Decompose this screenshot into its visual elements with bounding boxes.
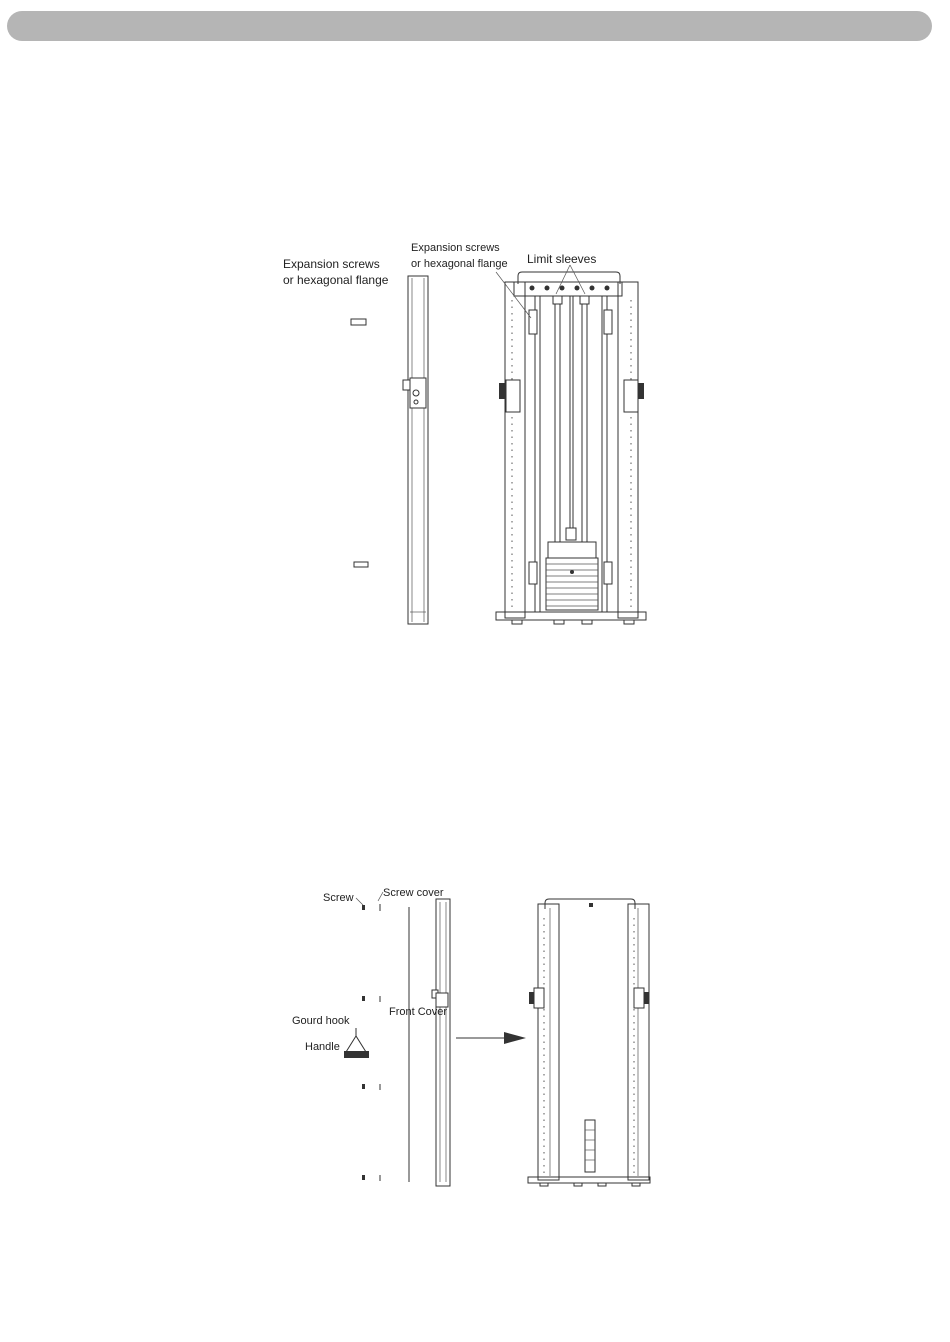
label-expansion-left-text: Expansion screws or hexagonal flange (283, 257, 389, 287)
label-front-cover (389, 1004, 447, 1020)
label-expansion-top-text: Expansion screws or hexagonal flange (411, 242, 508, 270)
label-front-cover-text: Front Cover (389, 1006, 448, 1018)
label-handle (305, 1039, 340, 1055)
screws (362, 905, 365, 1180)
label-screw-text: Screw (323, 892, 354, 904)
arrow-icon (504, 1032, 526, 1044)
label-screw-cover (383, 885, 444, 901)
label-limit-sleeves-text: Limit sleeves (527, 252, 597, 266)
side-column-2 (432, 899, 450, 1186)
label-handle-text: Handle (305, 1041, 340, 1053)
handle-assembly (344, 1028, 369, 1058)
main-frame-covered (528, 899, 650, 1186)
label-screw-cover-text: Screw cover (383, 887, 444, 899)
label-screw (323, 890, 354, 906)
label-gourd-hook (292, 1013, 349, 1029)
label-gourd-hook-text: Gourd hook (292, 1015, 350, 1027)
